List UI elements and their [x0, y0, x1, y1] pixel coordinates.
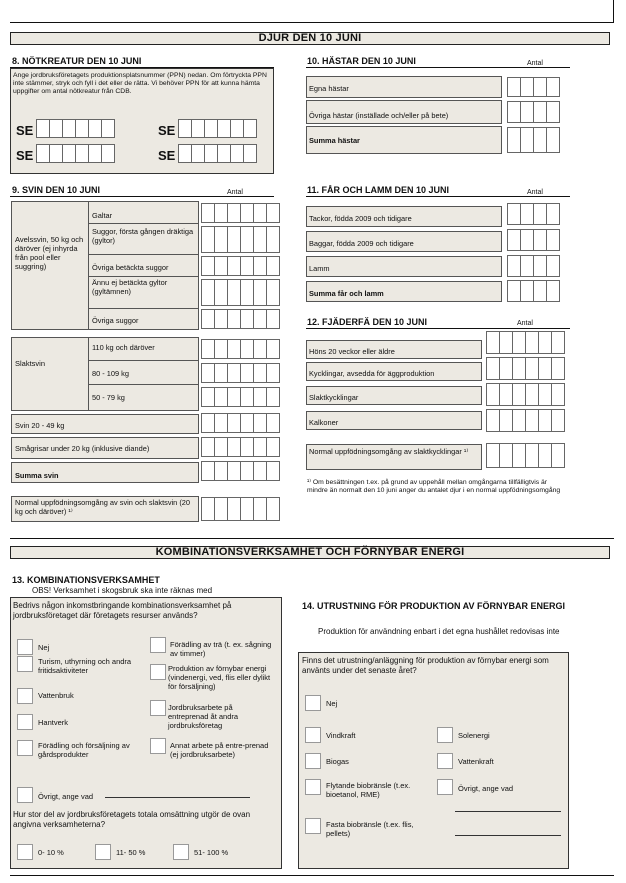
s14-question: Finns det utrustning/anläggning för produktion av förnybar energi som använts under det senaste året?	[302, 656, 549, 675]
s12-row-2-input[interactable]	[486, 357, 564, 380]
s9-avel-divider	[88, 201, 89, 329]
s13-right-opt-1-checkbox[interactable]	[150, 637, 166, 653]
s9-slakt-row-3-label: 50 - 79 kg	[92, 393, 125, 402]
s9-avel-sep-4	[88, 308, 198, 309]
s9-avel-row-5-label: Övriga suggor	[92, 316, 139, 325]
s11-row-2-input[interactable]	[507, 229, 559, 251]
s13-right-opt-3-checkbox[interactable]	[150, 700, 166, 716]
s9-avel-row-2-label: Suggor, första gången dräktiga (gyltor)	[92, 227, 194, 245]
s13-left-opt-1-label: Nej	[38, 643, 50, 652]
s13-pct-1-label: 0- 10 %	[38, 848, 64, 857]
s9-slakt-row-3-input[interactable]	[201, 387, 279, 407]
s14-left-1-label: Vindkraft	[326, 731, 356, 740]
s8-se-label-1: SE	[16, 123, 34, 138]
s10-row-1-label: Egna hästar	[309, 84, 349, 93]
s13-q2: Hur stor del av jordbruksföretagets totala omsättning utgör de ovan angivna verksamheterna?	[13, 810, 251, 829]
s13-left-opt-3-checkbox[interactable]	[17, 688, 33, 704]
s11-row-2-label: Baggar, födda 2009 och tidigare	[309, 239, 414, 248]
s13-right-opt-4-label: Annat arbete på entre-prenad (ej jordbruksarbete)	[170, 741, 269, 759]
s13-pct-1-checkbox[interactable]	[17, 844, 33, 860]
s11-rule	[306, 196, 570, 197]
page-right-border	[613, 0, 614, 22]
s9-title: 9. SVIN DEN 10 JUNI	[12, 185, 101, 195]
s12-footnote: ¹⁾ Om besättningen t.ex. på grund av uppehåll mellan omgångarna tillfälligtvis är mindre än normalt den 10 juni anger du antalet djur i en normal uppfödningsomgång	[307, 479, 561, 495]
s11-row-4-input[interactable]	[507, 280, 559, 302]
s11-row-3-input[interactable]	[507, 255, 559, 277]
s9-summa-input[interactable]	[201, 461, 279, 481]
djur-banner: DJUR DEN 10 JUNI	[10, 32, 610, 45]
s10-row-2-input[interactable]	[507, 101, 559, 123]
s14-title: 14. UTRUSTNING FÖR PRODUKTION AV FÖRNYBAR ENERGI	[302, 601, 566, 611]
s9-avel-row-5-input[interactable]	[201, 309, 279, 329]
s13-left-opt-4-label: Hantverk	[38, 718, 69, 727]
s8-se-label-2: SE	[158, 123, 176, 138]
s13-left-opt-5-checkbox[interactable]	[17, 740, 33, 756]
s8-instructions: Ange jordbruksföretagets produktionsplatsnummer (PPN) nedan. Om förtryckta PPN inte stämmer, stryk och fyll i det eller de rätta. Vi behöver PPN för att kunna hämta uppgifter om antal nötkreatur från CDB.	[13, 72, 267, 96]
s13-right-opt-3-label: Jordbruksarbete på entreprenad åt andra jordbruksföretag	[168, 703, 239, 730]
s14-ovrigt-line-2[interactable]	[455, 835, 561, 836]
mid-rule	[10, 538, 614, 539]
s9-avel-row-1-input[interactable]	[201, 203, 279, 223]
s14-right-3-checkbox[interactable]	[437, 779, 453, 795]
s9-avel-row-3-input[interactable]	[201, 256, 279, 276]
s11-row-3-label: Lamm	[309, 264, 330, 273]
s13-left-opt-3-label: Vattenbruk	[38, 691, 74, 700]
s9-slakt-label: Slaktsvin	[15, 359, 46, 368]
s10-row-1-input[interactable]	[507, 77, 559, 97]
s11-row-3	[306, 256, 502, 277]
s14-left-1-checkbox[interactable]	[305, 727, 321, 743]
s9-slakt-row-1-label: 110 kg och däröver	[92, 343, 155, 352]
s14-left-2-label: Biogas	[326, 757, 349, 766]
s14-left-4-checkbox[interactable]	[305, 818, 321, 834]
s9-rule	[10, 196, 274, 197]
s12-normal-label: Normal uppfödningsomgång av slaktkycklingar ¹⁾	[309, 447, 469, 456]
s14-nej-label: Nej	[326, 699, 338, 708]
s8-title: 8. NÖTKREATUR DEN 10 JUNI	[12, 56, 142, 66]
s14-right-1-label: Solenergi	[458, 731, 490, 740]
s11-antal-header: Antal	[527, 189, 543, 196]
s13-pct-2-checkbox[interactable]	[95, 844, 111, 860]
s14-right-2-checkbox[interactable]	[437, 753, 453, 769]
s9-slakt-sep-1	[88, 360, 198, 361]
s9-avel-sep-1	[88, 223, 198, 224]
s12-row-1-label: Höns 20 veckor eller äldre	[309, 347, 395, 356]
s9-smagrisar-input[interactable]	[201, 437, 279, 457]
s13-title: 13. KOMBINATIONSVERKSAMHET	[12, 575, 160, 585]
s10-antal-header: Antal	[527, 60, 543, 67]
s10-row-3-label: Summa hästar	[309, 136, 360, 145]
s12-title: 12. FJÄDERFÄ DEN 10 JUNI	[307, 317, 428, 327]
s13-left-opt-2-checkbox[interactable]	[17, 656, 33, 672]
page-top-rule	[10, 22, 614, 23]
s10-rule	[306, 67, 570, 68]
s13-question: Bedrivs någon inkomstbringande kombinationsverksamhet på jordbruksföretaget där företagets resurser används?	[13, 601, 232, 620]
s13-ovrigt-checkbox[interactable]	[17, 787, 33, 803]
s9-avel-sep-2	[88, 254, 198, 255]
s12-row-1-input[interactable]	[486, 331, 564, 354]
s14-right-1-checkbox[interactable]	[437, 727, 453, 743]
s13-pct-3-checkbox[interactable]	[173, 844, 189, 860]
s9-avel-row-4-input[interactable]	[201, 279, 279, 306]
s13-right-opt-4-checkbox[interactable]	[150, 738, 166, 754]
s10-title: 10. HÄSTAR DEN 10 JUNI	[307, 56, 416, 66]
s13-obs: OBS! Verksamhet i skogsbruk ska inte räknas med	[32, 586, 213, 595]
s12-row-3-label: Slaktkycklingar	[309, 393, 359, 402]
s13-left-opt-4-checkbox[interactable]	[17, 714, 33, 730]
s13-right-opt-2-checkbox[interactable]	[150, 664, 166, 680]
s13-right-opt-1-label: Förädling av trä (t. ex. sågning av timmer)	[170, 640, 272, 658]
s9-avel-label: Avelssvin, 50 kg och däröver (ej inhyrda från pool eller suggring)	[15, 235, 84, 271]
s9-slakt-sep-2	[88, 384, 198, 385]
s8-ppn-field-1[interactable]	[36, 119, 114, 138]
s14-right-3-label: Övrigt, ange vad	[458, 784, 514, 793]
s12-row-4-label: Kalkoner	[309, 418, 339, 427]
s12-row-4-input[interactable]	[486, 409, 564, 432]
s12-row-2-label: Kycklingar, avsedda för äggproduktion	[309, 369, 435, 378]
s11-row-1-input[interactable]	[507, 203, 559, 225]
s12-normal-input[interactable]	[486, 443, 564, 468]
s8-ppn-field-2[interactable]	[178, 119, 256, 138]
s13-left-opt-1-checkbox[interactable]	[17, 639, 33, 655]
s8-se-label-3: SE	[16, 148, 34, 163]
s13-ovrigt-line[interactable]	[105, 797, 250, 798]
s14-ovrigt-line-1[interactable]	[455, 811, 561, 812]
s14-left-3-label: Flytande biobränsle (t.ex. bioetanol, RME)	[326, 781, 411, 799]
s14-right-2-label: Vattenkraft	[458, 757, 494, 766]
s9-smagrisar-label: Smågrisar under 20 kg (inklusive diande)	[15, 444, 150, 453]
s9-slakt-row-2-input[interactable]	[201, 363, 279, 383]
s13-pct-3-label: 51- 100 %	[194, 848, 229, 857]
komb-banner: KOMBINATIONSVERKSAMHET OCH FÖRNYBAR ENERGI	[10, 546, 610, 559]
s9-avel-sep-3	[88, 276, 198, 277]
s14-left-3-checkbox[interactable]	[305, 779, 321, 795]
s14-left-2-checkbox[interactable]	[305, 753, 321, 769]
s11-title: 11. FÅR OCH LAMM DEN 10 JUNI	[307, 185, 450, 195]
s10-row-3-input[interactable]	[507, 127, 559, 153]
s14-sub: Produktion för användning enbart i det egna hushållet redovisas inte	[318, 627, 560, 636]
s13-left-opt-5-label: Förädling och försäljning av gårdsprodukter	[38, 741, 130, 759]
s9-slakt-divider	[88, 337, 89, 410]
s12-row-3-input[interactable]	[486, 383, 564, 406]
s9-normal-input[interactable]	[201, 497, 279, 521]
s9-avel-row-4-label: Ännu ej betäckta gyltor (gyltämnen)	[92, 278, 168, 296]
s14-nej-checkbox[interactable]	[305, 695, 321, 711]
s12-rule	[306, 328, 570, 329]
s13-right-opt-2-label: Produktion av förnybar energi (vindenergi, ved, flis eller dylikt för försäljning)	[168, 664, 271, 691]
s9-svin-20-input[interactable]	[201, 413, 279, 433]
s9-avel-row-2-input[interactable]	[201, 226, 279, 253]
s13-pct-2-label: 11- 50 %	[116, 848, 146, 857]
s11-row-4-label: Summa får och lamm	[309, 289, 384, 298]
s11-row-1-label: Tackor, födda 2009 och tidigare	[309, 214, 412, 223]
s8-ppn-field-3[interactable]	[36, 144, 114, 163]
s9-avel-row-3-label: Övriga betäckta suggor	[92, 263, 169, 272]
s10-row-2-label: Övriga hästar (inställade och/eller på bete)	[309, 111, 449, 120]
s13-ovrigt-label: Övrigt, ange vad	[38, 792, 94, 801]
s9-antal-header: Antal	[227, 189, 243, 196]
s9-slakt-row-1-input[interactable]	[201, 339, 279, 359]
s9-svin-20-label: Svin 20 - 49 kg	[15, 421, 65, 430]
s9-normal-label: Normal uppfödningsomgång av svin och slaktsvin (20 kg och däröver) ¹⁾	[15, 498, 191, 516]
s12-antal-header: Antal	[517, 320, 533, 327]
s9-avel-row-1-label: Galtar	[92, 211, 113, 220]
page-bottom-rule	[10, 875, 614, 876]
s8-se-label-4: SE	[158, 148, 176, 163]
s9-slakt-row-2-label: 80 - 109 kg	[92, 369, 129, 378]
s13-left-opt-2-label: Turism, uthyrning och andra fritidsaktiviteter	[38, 657, 132, 675]
s8-ppn-field-4[interactable]	[178, 144, 256, 163]
s9-summa-label: Summa svin	[15, 471, 59, 480]
s14-left-4-label: Fasta biobränsle (t.ex. flis, pellets)	[326, 820, 414, 838]
